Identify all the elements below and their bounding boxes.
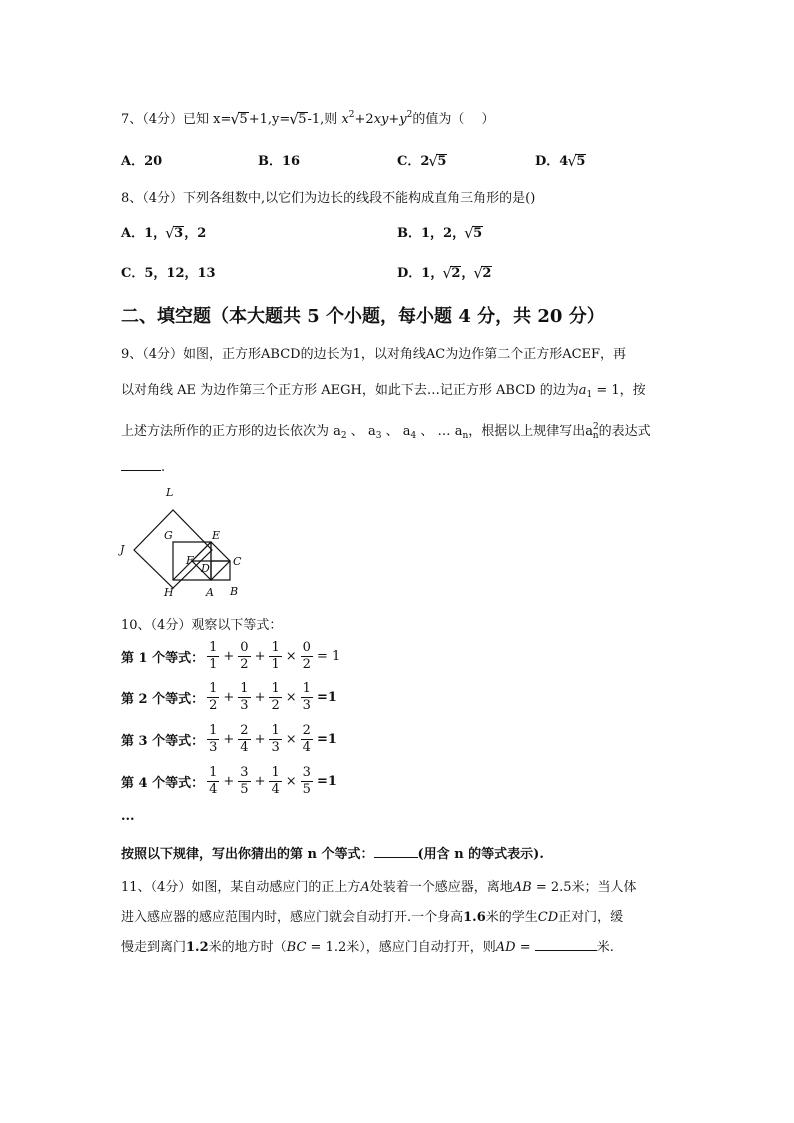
q9-line1: 9、（4分）如图，正方形ABCD的边长为1，以对角线AC为边作第二个正方形ACEF，再	[121, 347, 627, 362]
q8-option-b	[397, 222, 483, 241]
q11-line3-end: 米.	[596, 940, 614, 955]
q10-eq1-op3: ×	[285, 649, 297, 664]
q10-eq3-op3: ×	[285, 732, 297, 747]
q9-an2-sub: n	[592, 431, 599, 441]
q11-A: A	[360, 880, 370, 895]
q8-b-pre: B．1，2，	[397, 226, 466, 241]
q10-task-pre: 按照以下规律，写出你猜出的第 n 个等式：	[121, 847, 374, 862]
q10-eq4-f1: $\frac{1}{4}$	[209, 765, 218, 797]
q7-option-d-sqrt: √ 5	[568, 154, 586, 169]
q7-option-b: B．16	[258, 154, 301, 169]
q10-eq4-result: =1	[316, 774, 337, 789]
q11-height: 1.6	[463, 910, 486, 925]
q10-eq4	[121, 765, 338, 798]
q11-line1	[121, 876, 637, 895]
fig-label-F: F	[186, 554, 194, 567]
q10-eq2-label: 第 2 个等式：	[121, 692, 205, 707]
q10-eq4-label: 第 4 个等式：	[121, 776, 205, 791]
q9-sep2: 、	[385, 424, 399, 439]
q10-eq4-op1: +	[223, 774, 235, 789]
q9-an2-sup: 2	[593, 422, 599, 432]
q7-expr-x: x	[341, 112, 349, 127]
q11-line2-pre: 进入感应器的感应范围内时，感应门就会自动打开.一个身高	[121, 910, 464, 925]
q10-eq3-label: 第 3 个等式：	[121, 734, 205, 749]
q8-d-pre: D．1，	[397, 266, 444, 281]
q9-a1-sub: 1	[586, 390, 593, 400]
q9-line3	[121, 420, 651, 441]
q10-eq2-f2: $\frac{1}{3}$	[240, 681, 249, 713]
q9-a3-sub: 3	[375, 431, 382, 441]
q10-eq4-f4: $\frac{3}{5}$	[302, 765, 311, 797]
q10-eq3-f2: $\frac{2}{4}$	[240, 723, 249, 755]
q9-answer-blank[interactable]	[121, 458, 161, 471]
q9-an: a	[454, 424, 463, 439]
q8-a-post: ，2	[184, 226, 207, 241]
q9-figure	[118, 484, 258, 604]
q11-line1-eq: = 2.5	[531, 880, 572, 895]
q7-sup-a: 2	[348, 110, 355, 120]
q8-option-c: C．5，12，13	[121, 266, 216, 281]
q9-line3-post: ，根据以上规律写出	[468, 424, 586, 439]
q11-line2	[121, 906, 623, 925]
q8-d-sqrt2: √ 2	[474, 266, 492, 281]
fig-label-D: D	[201, 562, 210, 575]
q8-d-sqrt1: √ 2	[443, 266, 461, 281]
q10-eq2-f4: $\frac{1}{3}$	[302, 681, 311, 713]
q8-stem: 8、（4分）下列各组数中,以它们为边长的线段不能构成直角三角形的是()	[121, 191, 536, 206]
q11-line1-mid: 处装着一个感应器，离地	[369, 880, 513, 895]
q10-task	[121, 843, 544, 862]
fig-label-C: C	[233, 555, 242, 568]
q7-option-c-label: C．2	[397, 154, 430, 169]
q9-ellipsis: …	[437, 424, 451, 439]
q10-eq3-f1: $\frac{1}{3}$	[209, 723, 218, 755]
q9-line2-pre: 以对角线 AE 为边作第三个正方形 AEGH，如此下去…记正方形 ABCD 的边为	[121, 383, 579, 398]
q10-eq3-op2: +	[254, 732, 266, 747]
q10-eq4-f3: $\frac{1}{4}$	[271, 765, 280, 797]
q7-mid2: -1,则	[307, 112, 338, 127]
q10-answer-blank[interactable]	[374, 845, 418, 858]
fig-label-H: H	[164, 586, 174, 599]
q7-option-c	[397, 150, 447, 169]
q10-eq1	[121, 640, 341, 673]
q10-eq1-label: 第 1 个等式：	[121, 651, 205, 666]
q10-eq2-result: =1	[316, 690, 337, 705]
q11-AB: AB	[512, 880, 532, 895]
q10-eq4-f2: $\frac{3}{5}$	[240, 765, 249, 797]
q10-dots: ...	[121, 809, 135, 824]
q10-eq2-f1: $\frac{1}{2}$	[209, 681, 218, 713]
q10-eq1-op1: +	[223, 649, 235, 664]
q7-sqrt-y: √ 5	[290, 112, 307, 127]
q9-an2: a	[585, 424, 594, 439]
q10-eq2	[121, 681, 338, 714]
q10-eq1-f4: $\frac{0}{2}$	[302, 640, 311, 672]
q10-eq2-f3: $\frac{1}{2}$	[271, 681, 280, 713]
q9-sep3: 、	[420, 424, 434, 439]
q9-line2-post: ，按	[619, 383, 646, 398]
q7-sup-b: 2	[406, 110, 413, 120]
q8-a-sqrt: √ 3	[166, 226, 184, 241]
q9-an-sub: n	[462, 431, 469, 441]
q7-sqrt-x: √ 5	[231, 112, 248, 127]
q8-a-pre: A．1，	[121, 226, 167, 241]
q9-a1: a	[578, 383, 587, 398]
q11-line2-post: 正对门，缓	[558, 910, 624, 925]
q10-task-post: (用含 n 的等式表示).	[417, 847, 544, 862]
q11-CD: CD	[537, 910, 559, 925]
q9-a4: a	[402, 424, 411, 439]
q10-eq3	[121, 723, 338, 756]
q11-line3-pre: 慢走到离门	[121, 940, 187, 955]
q9-sep1: 、	[350, 424, 364, 439]
q8-option-d	[397, 262, 492, 281]
q11-AD: AD	[495, 940, 516, 955]
q9-answer-line	[121, 458, 165, 475]
q7-option-d	[535, 150, 586, 169]
q9-a2: a	[333, 424, 341, 439]
q11-line2-mid: 米的学生	[485, 910, 538, 925]
q9-a1-eq: = 1	[592, 383, 620, 398]
q10-eq2-op1: +	[223, 690, 235, 705]
q10-eq1-f3: $\frac{1}{1}$	[271, 640, 280, 672]
q7-expr-plus2: +	[388, 112, 400, 127]
q7-expr-y: y	[399, 112, 407, 127]
q10-stem: 10、（4分）观察以下等式：	[121, 618, 283, 633]
section-title: 二、填空题（本大题共 5 个小题，每小题 4 分，共 20 分）	[121, 306, 605, 327]
q7-option-d-label: D．4	[535, 154, 569, 169]
q11-line3-eq: = 1.2	[306, 940, 347, 955]
q9-a2-sub: 2	[340, 431, 347, 441]
q11-line1-pre: 11、（4分）如图，某自动感应门的正上方	[121, 880, 361, 895]
q7-mid1: +1,y=	[248, 112, 291, 127]
q10-eq4-op2: +	[254, 774, 266, 789]
fig-label-A: A	[206, 586, 214, 599]
q10-eq3-f3: $\frac{1}{3}$	[271, 723, 280, 755]
q7-suffix: 的值为（ ）	[412, 112, 495, 127]
q11-distance: 1.2	[186, 940, 209, 955]
q7-option-a: A．20	[121, 154, 163, 169]
q11-line3-mid2: 米），感应门自动打开，则	[346, 940, 496, 955]
q10-eq1-op2: +	[254, 649, 266, 664]
q9-a4-sub: 4	[410, 431, 417, 441]
q9-answer-end: .	[161, 460, 166, 475]
q7-stem	[121, 108, 495, 127]
fig-label-E: E	[212, 529, 221, 542]
q9-line3-pre: 上述方法所作的正方形的边长依次为	[121, 424, 330, 439]
q11-line3-mid: 米的地方时（	[208, 940, 287, 955]
fig-label-L: L	[166, 486, 174, 499]
q10-eq2-op2: +	[254, 690, 266, 705]
q11-line3-eq2: =	[515, 940, 535, 955]
q10-eq3-result: =1	[316, 732, 337, 747]
fig-label-J: J	[120, 543, 125, 556]
q7-expr-xy: xy	[373, 112, 389, 127]
q8-option-a	[121, 222, 206, 241]
q10-eq3-op1: +	[223, 732, 235, 747]
q10-eq1-f2: $\frac{0}{2}$	[240, 640, 249, 672]
q10-eq2-op3: ×	[285, 690, 297, 705]
q10-eq3-f4: $\frac{2}{4}$	[302, 723, 311, 755]
q9-line2	[121, 379, 646, 400]
q10-eq1-f1: $\frac{1}{1}$	[209, 640, 218, 672]
q10-eq4-op3: ×	[285, 774, 297, 789]
q7-prefix: 7、（4分）已知 x=	[121, 112, 232, 127]
q7-expr-plus1: +2	[354, 112, 374, 127]
q9-a3: a	[367, 424, 376, 439]
q10-eq1-result: = 1	[316, 649, 341, 664]
q8-d-sep: ，	[461, 266, 475, 281]
q11-line3	[121, 936, 614, 955]
q8-b-sqrt: √ 5	[465, 226, 483, 241]
q11-line1-post: 米；当人体	[571, 880, 637, 895]
fig-label-B: B	[230, 585, 239, 598]
fig-label-G: G	[164, 529, 173, 542]
q11-answer-blank[interactable]	[535, 938, 597, 951]
q9-line3-end: 的表达式	[598, 424, 651, 439]
q11-BC: BC	[286, 940, 307, 955]
q7-option-c-sqrt: √ 5	[429, 154, 447, 169]
